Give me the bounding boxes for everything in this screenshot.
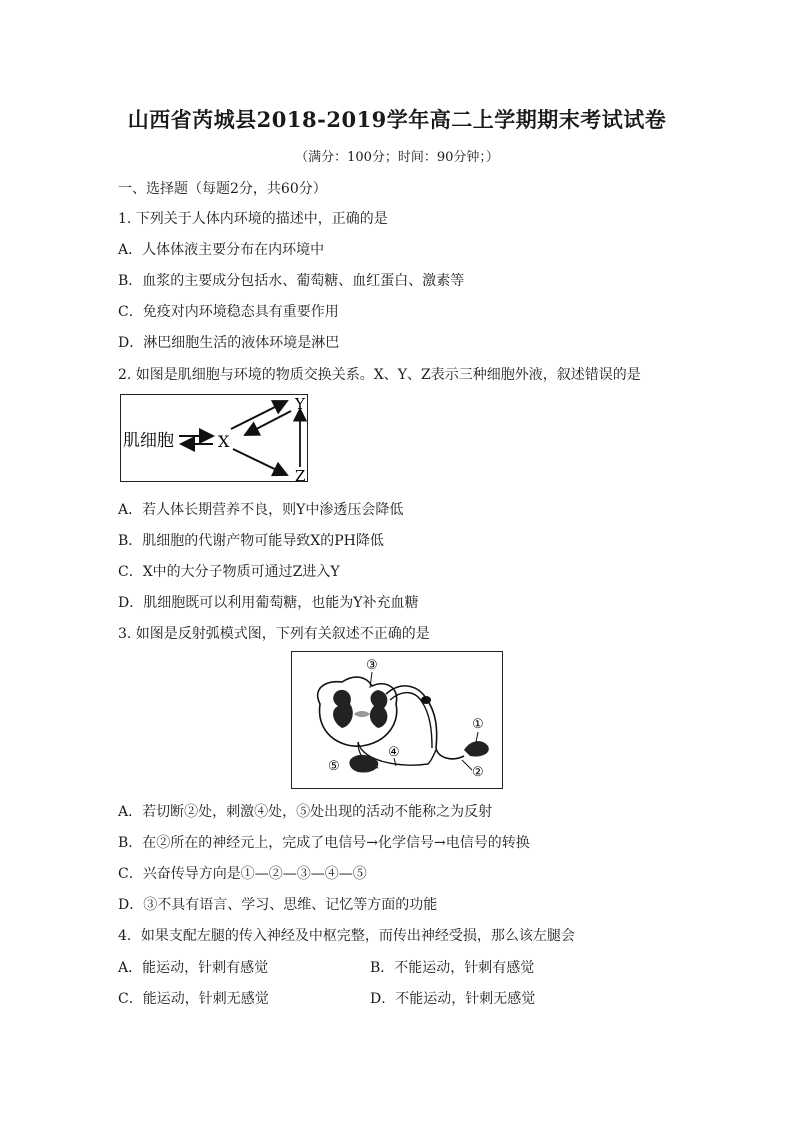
question-2-option-d: D．肌细胞既可以利用葡萄糖，也能为Y补充血糖 (118, 595, 419, 611)
paper-subtitle: （满分：100分；时间：90分钟；） (295, 150, 499, 165)
question-4-option-a: A．能运动，针刺有感觉 (118, 960, 269, 976)
question-1-option-b: B．血浆的主要成分包括水、葡萄糖、血红蛋白、激素等 (118, 273, 465, 289)
question-2-stem: 2. 如图是肌细胞与环境的物质交换关系。X、Y、Z表示三种细胞外液，叙述错误的是 (118, 367, 641, 383)
question-2-option-a: A．若人体长期营养不良，则Y中渗透压会降低 (118, 502, 404, 518)
question-1-stem: 1. 下列关于人体内环境的描述中，正确的是 (118, 211, 388, 227)
effector (349, 755, 378, 773)
receptor (464, 741, 489, 756)
question-3-option-b: B．在②所在的神经元上，完成了电信号→化学信号→电信号的转换 (118, 835, 530, 851)
label-3: ③ (366, 658, 378, 673)
label-5: ⑤ (328, 759, 340, 774)
question-2-option-b: B．肌细胞的代谢产物可能导致X的PH降低 (118, 533, 384, 549)
gray-matter-right (370, 690, 387, 728)
label-1: ① (472, 717, 484, 732)
arrow-x-to-y (231, 401, 287, 429)
question-1-option-d: D．淋巴细胞生活的液体环境是淋巴 (118, 335, 340, 351)
question-4-option-c: C．能运动，针刺无感觉 (118, 991, 269, 1007)
exchange-diagram-svg (121, 395, 307, 481)
question-3-stem: 3. 如图是反射弧模式图，下列有关叙述不正确的是 (118, 626, 430, 642)
question-3-option-a: A．若切断②处，刺激④处，⑤处出现的活动不能称之为反射 (118, 804, 493, 820)
question-4-option-b: B．不能运动，针刺有感觉 (370, 960, 535, 976)
question-1-option-c: C．免疫对内环境稳态具有重要作用 (118, 304, 339, 320)
muscle-cell-label: 肌细胞 (123, 431, 174, 451)
question-4-option-d: D．不能运动，针刺无感觉 (370, 991, 536, 1007)
paper-title: 山西省芮城县2018-2019学年高二上学期期末考试试卷 (127, 107, 667, 132)
section-heading: 一、选择题（每题2分，共60分） (118, 181, 327, 197)
question-2-option-c: C．X中的大分子物质可通过Z进入Y (118, 564, 340, 580)
arrow-y-to-x (245, 411, 291, 435)
question-3-option-d: D．③不具有语言、学习、思维、记忆等方面的功能 (118, 897, 438, 913)
y-label: Y (295, 395, 305, 413)
ganglion (421, 696, 431, 704)
x-label: X (218, 432, 230, 451)
reflex-arc-svg (292, 652, 502, 788)
question-4-stem: 4．如果支配左腿的传入神经及中枢完整，而传出神经受损，那么该左腿会 (118, 928, 575, 944)
question-3-option-c: C．兴奋传导方向是①—②—③—④—⑤ (118, 866, 367, 882)
z-label: Z (295, 467, 306, 481)
label-4: ④ (388, 745, 400, 760)
question-1-option-a: A．人体体液主要分布在内环境中 (118, 242, 325, 258)
label-2: ② (472, 765, 484, 780)
arrow-x-to-z (233, 449, 287, 475)
reflex-arc-diagram (291, 651, 503, 789)
exchange-diagram (120, 394, 308, 482)
gray-matter-left (333, 690, 353, 728)
